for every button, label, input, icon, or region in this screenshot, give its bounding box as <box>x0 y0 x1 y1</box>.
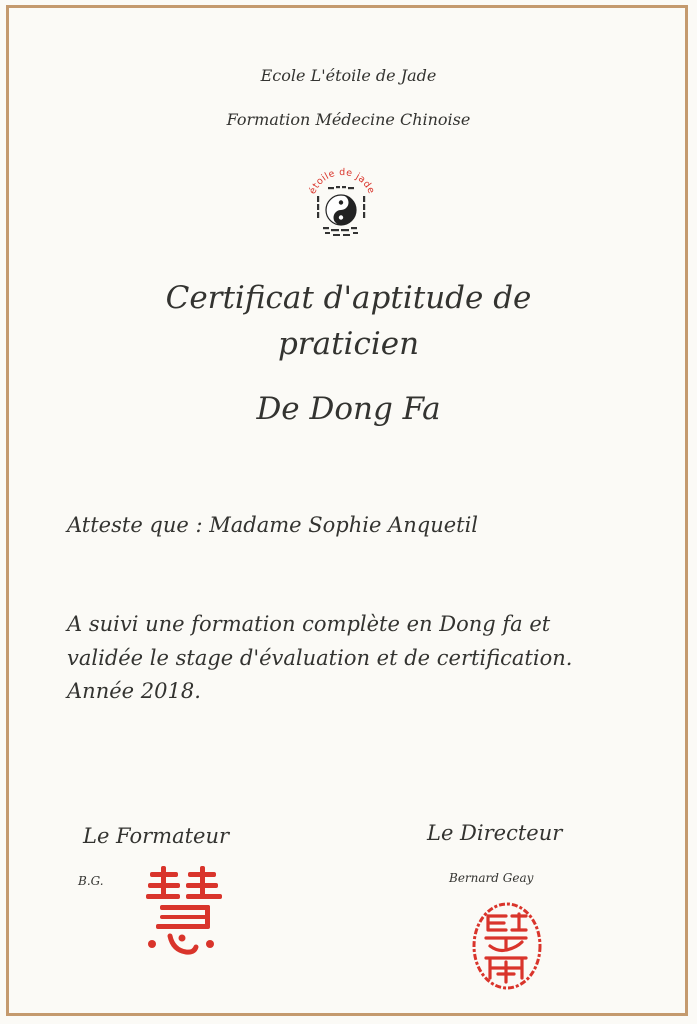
calligraphy-stamp-icon <box>140 864 226 960</box>
formateur-name: B.G. <box>78 874 104 888</box>
logo-text: étoile de jade <box>307 166 377 196</box>
formateur-title: Le Formateur <box>83 824 230 848</box>
directeur-title: Le Directeur <box>427 821 563 845</box>
body-line-3: Année 2018. <box>67 679 201 703</box>
attest-line: Atteste que : Madame Sophie Anquetil <box>67 513 479 537</box>
body-line-1: A suivi une formation complète en Dong fa et <box>67 612 551 636</box>
school-logo-icon <box>297 160 387 250</box>
director-seal-icon <box>470 900 544 992</box>
certificate-title-line-1: Certificat d'aptitude de <box>165 280 532 316</box>
svg-text:étoile de jade <box>307 167 377 196</box>
formation-subtitle: Formation Médecine Chinoise <box>226 110 471 129</box>
certificate-subject: De Dong Fa <box>256 391 441 427</box>
directeur-name: Bernard Geay <box>449 871 534 885</box>
body-line-2: validée le stage d'évaluation et de certification. <box>67 646 573 670</box>
school-name: Ecole L'étoile de Jade <box>260 66 437 85</box>
certificate-title-line-2: praticien <box>277 326 420 362</box>
certificate-border <box>6 5 688 1016</box>
